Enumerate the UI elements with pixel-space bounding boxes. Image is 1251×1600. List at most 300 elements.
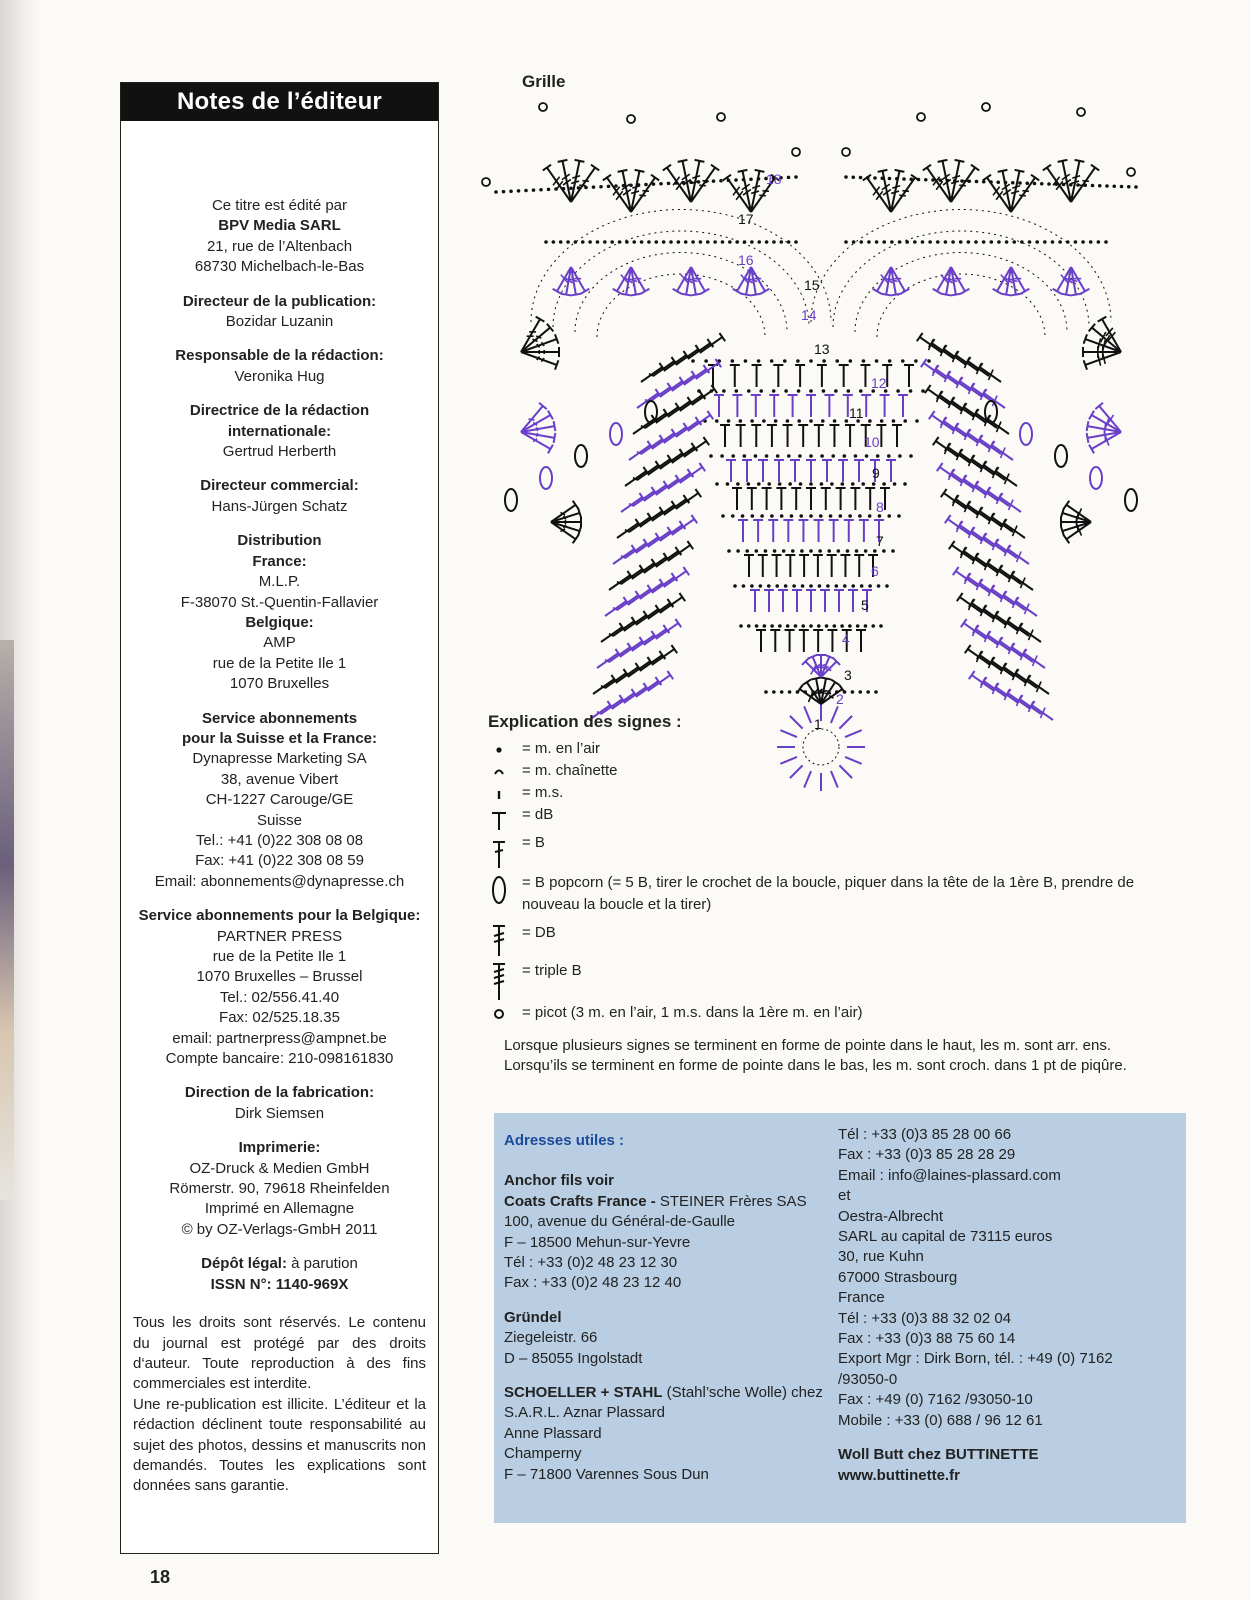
chain-dot — [719, 179, 723, 183]
commercial-block — [131, 476, 428, 517]
legend-text: = B popcorn (= 5 B, tirer le crochet de la boucle, piquer dans la tête de la 1ère B, prendre de nouveau la boucle et la tirer) — [522, 874, 1135, 913]
chain-dot — [846, 549, 850, 553]
chain-dot — [858, 690, 862, 694]
chain-dot — [760, 514, 764, 518]
chain-dot — [844, 240, 848, 244]
chain-dot — [787, 454, 791, 458]
popcorn-icon — [488, 872, 510, 912]
chain-dot — [677, 240, 681, 244]
chain-dot — [834, 389, 838, 393]
chain-dot — [855, 549, 859, 553]
chain-dot — [715, 482, 719, 486]
person-name: Veronika Hug — [234, 367, 325, 385]
ring-stitch — [845, 730, 862, 737]
text-line: Compte bancaire: 210-098161830 — [165, 1050, 394, 1068]
legend-item — [488, 960, 1148, 1002]
chain-dot — [843, 454, 847, 458]
chain-dot — [809, 359, 813, 363]
chain-dot — [780, 690, 784, 694]
chain-dot — [742, 584, 746, 588]
chain-dot — [577, 186, 581, 190]
chain-dot — [809, 389, 813, 393]
chain-dot — [770, 359, 774, 363]
chain-dot — [868, 419, 872, 423]
legend-text: = m. en l’air — [522, 740, 600, 757]
chain-dot — [917, 178, 921, 182]
chain-dot — [775, 584, 779, 588]
picot — [842, 148, 850, 156]
stitch-top — [933, 437, 939, 445]
chain-dot — [682, 181, 686, 185]
chain-dot — [859, 176, 863, 180]
stitch-top — [949, 541, 955, 549]
chain-dot — [757, 359, 761, 363]
stitch-top — [691, 294, 701, 296]
chain-dot — [559, 240, 563, 244]
section-label: Service abonnements pour la Belgique: — [138, 907, 421, 925]
chain-dot — [1105, 184, 1109, 188]
ring-stitch — [790, 716, 803, 729]
stitch-top — [571, 294, 581, 296]
stitch-bar — [959, 185, 966, 186]
rights-text — [131, 1309, 428, 1497]
row-number-label: 4 — [842, 631, 850, 647]
chain-dot — [592, 185, 596, 189]
chain-dot — [809, 482, 813, 486]
chain-dot — [1054, 182, 1058, 186]
chain-dot — [1062, 183, 1066, 187]
address-line: Tél : +33 (0)2 48 23 12 30 — [504, 1254, 678, 1272]
row-number-label: 5 — [861, 597, 869, 613]
stitch-top — [618, 170, 628, 172]
editor-notes-title: Notes de l’éditeur — [121, 83, 438, 121]
chain-dot — [803, 690, 807, 694]
redaction-block — [131, 346, 428, 387]
stitch-top — [925, 385, 931, 393]
address-line: 100, avenue du Général-de-Gaulle — [504, 1213, 735, 1231]
chain-dot — [727, 419, 731, 423]
chain-dot — [819, 514, 823, 518]
chain-dot — [861, 482, 865, 486]
ring-stitch — [804, 706, 811, 723]
stitch-top — [1064, 501, 1070, 509]
depot-line — [131, 1254, 428, 1274]
stitch-top — [1061, 294, 1071, 296]
supplier-note: (Stahl’sche Wolle) chez — [662, 1384, 823, 1402]
chain-dot — [856, 624, 860, 628]
chain-dot — [684, 240, 688, 244]
chain-dot — [809, 549, 813, 553]
chain-dot — [877, 584, 881, 588]
chain-dot — [772, 240, 776, 244]
stitch-top — [941, 294, 951, 296]
issn-label: ISSN N°: — [210, 1275, 272, 1293]
stitch-top — [651, 175, 659, 181]
chain-dot — [872, 482, 876, 486]
chain-dot — [751, 514, 755, 518]
chain-dot — [1104, 240, 1108, 244]
stitch-top — [707, 411, 713, 419]
chain-dot — [743, 240, 747, 244]
picot — [717, 113, 725, 121]
legend-item — [488, 804, 1148, 832]
chain-dot — [652, 182, 656, 186]
issn-value: 1140-969X — [271, 1275, 349, 1293]
chain-dot — [1020, 240, 1024, 244]
legend-text: = m.s. — [522, 784, 564, 801]
ring-stitch — [831, 706, 838, 723]
chain-dot — [791, 549, 795, 553]
legend-text: = picot (3 m. en l’air, 1 m.s. dans la 1ère m. en l’air) — [522, 1004, 863, 1021]
chain-dot — [759, 584, 763, 588]
chain-dot — [1081, 240, 1085, 244]
chain-dot — [809, 419, 813, 423]
stitch-top — [678, 160, 688, 162]
chain-dot — [902, 177, 906, 181]
popcorn — [1020, 423, 1032, 445]
chain-dot — [1112, 184, 1116, 188]
chain-dot — [822, 389, 826, 393]
chain-dot — [967, 240, 971, 244]
stitch-top — [738, 170, 748, 172]
chain-dot — [1069, 183, 1073, 187]
chain-dot — [871, 624, 875, 628]
chain-dot — [1076, 183, 1080, 187]
stitch-top — [751, 294, 761, 296]
chain-dot — [552, 240, 556, 244]
chain-dot — [868, 584, 872, 588]
redaction-internationale-block — [131, 401, 428, 462]
chain-dot — [715, 419, 719, 423]
chain-dot — [829, 514, 833, 518]
chain-dot — [706, 240, 710, 244]
address-line: Fax : +33 (0)2 48 23 12 40 — [504, 1274, 682, 1292]
stitch-bar — [899, 195, 906, 196]
picot-icon — [488, 1002, 510, 1026]
stitch-bar — [902, 191, 909, 192]
stitch-top — [998, 170, 1008, 172]
stitch-top — [917, 333, 923, 341]
chain-dot — [778, 482, 782, 486]
stitch-top — [667, 671, 673, 679]
chain-dot — [547, 188, 551, 192]
chain-dot — [532, 188, 536, 192]
stitch-top — [929, 411, 935, 419]
chain-dot — [915, 419, 919, 423]
stitch-top — [558, 160, 568, 162]
row-number-label: 15 — [804, 277, 820, 293]
legend-item — [488, 872, 1148, 922]
chain-dot — [837, 549, 841, 553]
chain-dot — [709, 454, 713, 458]
chain-dot — [818, 584, 822, 588]
stitch-top — [591, 165, 599, 171]
chain-dot — [720, 454, 724, 458]
chain-dot — [885, 584, 889, 588]
stitch-top — [573, 501, 579, 509]
chain-dot — [787, 240, 791, 244]
legend-item — [488, 832, 1148, 872]
chain-dot — [727, 179, 731, 183]
section-label: Directeur de la publication: — [182, 292, 377, 310]
chain-dot — [733, 584, 737, 588]
row-number-label: 18 — [766, 171, 782, 187]
text-line: OZ-Druck & Medien GmbH — [189, 1159, 370, 1177]
abonnements-block — [131, 709, 428, 893]
section-label: Imprimerie: — [238, 1139, 321, 1157]
chain-dot — [882, 482, 886, 486]
DB-icon — [488, 922, 510, 960]
stitch-top — [1064, 535, 1070, 543]
stitch-top — [671, 645, 677, 653]
chain-dot — [607, 185, 611, 189]
stitch-top — [951, 294, 961, 296]
row-number-label: 13 — [814, 341, 830, 357]
section-label: pour la Suisse et la France: — [181, 729, 378, 747]
chain-dot — [1043, 240, 1047, 244]
stitch-bar — [1012, 186, 1020, 188]
address-line: Tél : +33 (0)3 88 32 02 04 — [838, 1309, 1012, 1327]
legend — [488, 738, 1148, 1026]
supplier-company: STEINER Frères SAS — [659, 1192, 807, 1210]
text-line: 38, avenue Vibert — [220, 770, 339, 788]
legend-text: = triple B — [522, 962, 582, 979]
chain-dot — [830, 482, 834, 486]
picot — [1127, 168, 1135, 176]
chain-dot — [1035, 240, 1039, 244]
chain-dot — [879, 624, 883, 628]
section-label: Direction de la fabrication: — [184, 1084, 375, 1102]
chain-dot — [903, 419, 907, 423]
stitch-bar — [759, 195, 766, 196]
directeur-publication-block — [131, 292, 428, 333]
bar-icon — [488, 782, 510, 804]
stitch-top — [1011, 294, 1021, 296]
legend-item — [488, 760, 1148, 782]
chain-dot — [1051, 240, 1055, 244]
chain-dot — [924, 178, 928, 182]
chain-dot — [1134, 185, 1138, 189]
chain-dot — [691, 359, 695, 363]
chain-dot — [691, 240, 695, 244]
stitch-top — [953, 567, 959, 575]
text-line: PARTNER PRESS — [216, 927, 343, 945]
chain-dot — [901, 359, 905, 363]
stitch-top — [921, 359, 927, 367]
row-number-label: 6 — [871, 563, 879, 579]
chain-dot — [982, 180, 986, 184]
chain-dot — [854, 454, 858, 458]
chain-dot — [562, 187, 566, 191]
chain-dot — [574, 240, 578, 244]
chain-dot — [770, 514, 774, 518]
chain-dot — [799, 514, 803, 518]
stitch-bar — [639, 195, 646, 196]
chain-dot — [888, 359, 892, 363]
chain-dot — [796, 690, 800, 694]
chain-dot — [713, 240, 717, 244]
chain-dot — [809, 454, 813, 458]
stitch-bar — [1082, 181, 1089, 182]
address-line: SARL au capital de 73115 euros — [838, 1228, 1053, 1246]
supplier-name: SCHOELLER + STAHL — [504, 1384, 663, 1402]
stitch-top — [635, 170, 645, 172]
chain-dot — [851, 584, 855, 588]
website-link[interactable]: www.buttinette.fr — [838, 1466, 960, 1484]
stitch-top — [679, 593, 685, 601]
chain-dot — [887, 454, 891, 458]
chain-dot — [951, 240, 955, 244]
chain-dot — [944, 240, 948, 244]
text-line: AMP — [263, 634, 296, 652]
stitch-top — [554, 433, 556, 443]
person-name: Hans-Jürgen Schatz — [211, 497, 348, 515]
chain-dot — [712, 179, 716, 183]
stitch-top — [941, 489, 947, 497]
row-number-label: 7 — [876, 533, 884, 549]
text-line: Imprimé en Allemagne — [204, 1200, 355, 1218]
chain-dot — [892, 419, 896, 423]
chain-dot — [699, 240, 703, 244]
chain-dot — [1091, 184, 1095, 188]
depot-block — [131, 1254, 428, 1295]
picot — [917, 113, 925, 121]
stitch-top — [923, 165, 931, 171]
stitch-bar — [579, 185, 586, 186]
supplier-name: Gründel — [504, 1308, 562, 1326]
row-number-label: 9 — [872, 465, 880, 481]
chain-dot — [788, 690, 792, 694]
stitch-top — [945, 515, 951, 523]
chain-dot — [1004, 181, 1008, 185]
chain-dot — [809, 624, 813, 628]
chain-dot — [845, 419, 849, 423]
chain-dot — [844, 175, 848, 179]
address-line: Fax : +33 (0)3 85 28 28 29 — [838, 1146, 1016, 1164]
stitch-top — [821, 678, 831, 680]
chain-dot — [1083, 183, 1087, 187]
chain-dot — [786, 624, 790, 628]
chain-dot — [839, 514, 843, 518]
stitch-bar — [1072, 176, 1080, 178]
chain-dot — [862, 359, 866, 363]
chain-dot — [938, 178, 942, 182]
row-number-label: 17 — [738, 211, 754, 227]
stitch-top — [1091, 165, 1099, 171]
legend-item — [488, 782, 1148, 804]
stitch-top — [983, 175, 991, 181]
stitch-bar — [1071, 181, 1079, 183]
chain-dot — [847, 389, 851, 393]
chain-dot — [848, 514, 852, 518]
chain-dot — [913, 240, 917, 244]
publisher-name: BPV Media SARL — [218, 217, 341, 235]
chain-dot — [783, 359, 787, 363]
chain-dot — [554, 187, 558, 191]
chain-dot — [588, 240, 592, 244]
B-icon — [488, 832, 510, 872]
chain-dot — [1066, 240, 1070, 244]
chain-dot — [494, 190, 498, 194]
chain-dot — [779, 240, 783, 244]
chain-dot — [744, 359, 748, 363]
popcorn — [1125, 489, 1137, 511]
chain-dot — [731, 514, 735, 518]
stitch-top — [575, 160, 585, 162]
stitch-top — [1043, 165, 1051, 171]
chain-dot — [982, 240, 986, 244]
stitch-top — [1031, 175, 1039, 181]
dot-icon — [488, 738, 510, 760]
chain-dot — [849, 359, 853, 363]
chain-dot — [859, 389, 863, 393]
chain-dot — [778, 624, 782, 628]
chain-dot — [909, 389, 913, 393]
address-line: S.A.R.L. Aznar Plassard — [504, 1404, 665, 1422]
chain-dot — [772, 389, 776, 393]
chain-dot — [610, 240, 614, 244]
chain-dot — [893, 482, 897, 486]
chain-dot — [704, 180, 708, 184]
chain-dot — [764, 690, 768, 694]
chain-dot — [734, 178, 738, 182]
popcorn — [1055, 445, 1067, 467]
stitch-bar — [536, 427, 537, 431]
legend-text: = B — [522, 834, 545, 851]
popcorn — [1090, 467, 1102, 489]
chain-dot — [1040, 182, 1044, 186]
email-line: Email: abonnements@dynapresse.ch — [154, 872, 405, 890]
stitch-bar — [528, 419, 534, 420]
stitch-top — [683, 567, 689, 575]
dB-icon — [488, 804, 510, 832]
chain-dot — [689, 180, 693, 184]
chain-dot — [848, 624, 852, 628]
email-line: email: partnerpress@ampnet.be — [172, 1029, 387, 1047]
stitch-top — [878, 170, 888, 172]
stitch-top — [957, 593, 963, 601]
chain-dot — [772, 690, 776, 694]
stitch-top — [695, 160, 705, 162]
stitch-top — [965, 645, 971, 653]
chain-dot — [794, 175, 798, 179]
chain-dot — [637, 183, 641, 187]
chain-dot — [1047, 182, 1051, 186]
chain-dot — [1018, 181, 1022, 185]
chain-dot — [614, 184, 618, 188]
person-name: Dirk Siemsen — [234, 1104, 325, 1122]
stitch-bar — [699, 185, 706, 186]
section-label: Directeur commercial: — [200, 477, 359, 495]
stitch-bar — [891, 191, 899, 193]
stitch-top — [891, 294, 901, 296]
chain-dot — [750, 419, 754, 423]
chain-dot — [827, 549, 831, 553]
row-number-label: 3 — [844, 667, 852, 683]
stitch-top — [755, 170, 765, 172]
stitch-top — [803, 679, 811, 684]
stitch-bar — [821, 667, 828, 668]
chain-dot — [1025, 181, 1029, 185]
chain-dot — [1074, 240, 1078, 244]
text-line: rue de la Petite Ile 1 — [212, 654, 347, 672]
chain-dot — [784, 389, 788, 393]
stitch-top — [831, 679, 839, 684]
chain-dot — [721, 240, 725, 244]
chain-dot — [821, 419, 825, 423]
stitch-top — [687, 541, 693, 549]
chain-dot — [865, 454, 869, 458]
